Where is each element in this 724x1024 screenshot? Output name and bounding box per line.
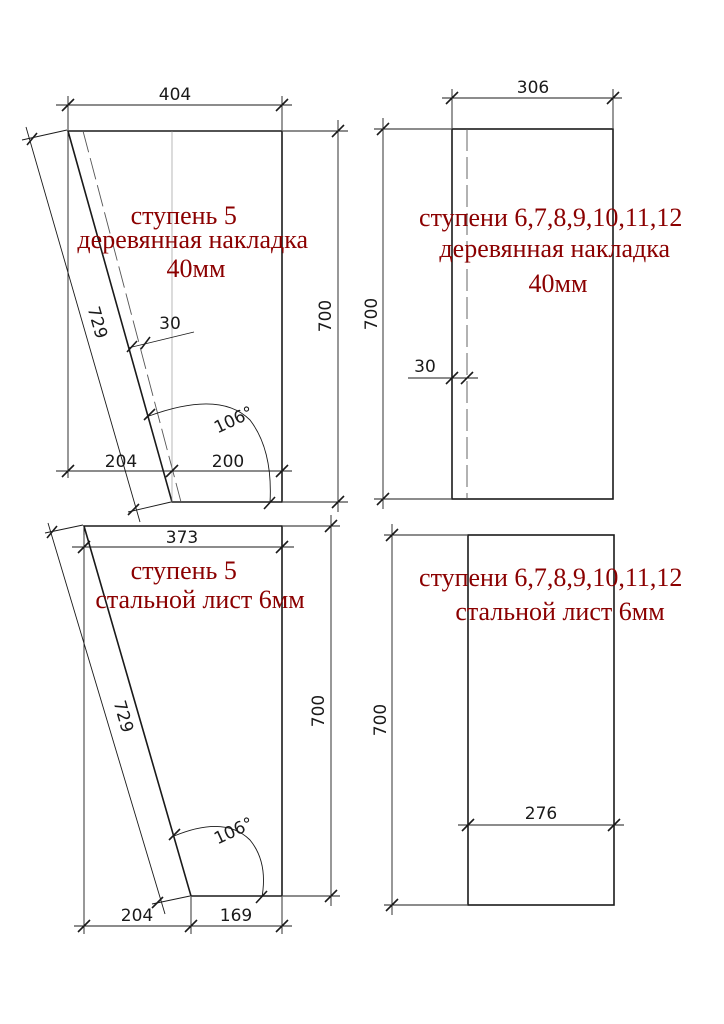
wood-steps-6-12-dim-top	[442, 78, 622, 128]
wood-step5-dim-angle-label: 106°	[211, 402, 257, 439]
wood-step5-dim-bottom-left-label: 204	[104, 452, 138, 472]
steel-step5-dim-angle-label: 106°	[211, 813, 257, 850]
panel-steel-steps-6-12	[371, 524, 689, 915]
steel-step5-dim-top-label: 373	[165, 528, 199, 548]
steel-steps-6-12-dim-width	[458, 804, 624, 831]
steel-step5-dim-bottom-right-label: 169	[219, 906, 253, 926]
wood-step5-dim-slant	[22, 127, 171, 522]
steel-steps-6-12-title-line-1: ступени 6,7,8,9,10,11,12	[419, 563, 683, 592]
steel-step5-title-line-2: стальной лист 6мм	[95, 585, 305, 614]
wood-steps-6-12-title-line-3: 40мм	[528, 269, 588, 298]
steel-step5-dim-bottom-left-label: 204	[120, 906, 154, 926]
wood-steps-6-12-dim-height	[362, 118, 451, 509]
steel-step5-dim-angle	[169, 814, 267, 903]
wood-steps-6-12-title	[419, 203, 689, 298]
steel-steps-6-12-dim-height-label: 700	[371, 703, 391, 737]
steel-step5-dim-height	[283, 515, 340, 906]
wood-step5-dim-bottom	[56, 131, 292, 478]
panel-wood-step5	[22, 85, 348, 522]
steel-steps-6-12-title	[419, 563, 689, 626]
wood-step5-dim-top-label: 404	[158, 85, 192, 105]
steel-step5-title	[95, 556, 304, 614]
wood-steps-6-12-title-line-2: деревянная накладка	[439, 234, 671, 263]
steel-step5-dim-slant-label: 729	[108, 698, 137, 735]
wood-steps-6-12-dim-offset	[408, 357, 478, 384]
wood-step5-title-line-3: 40мм	[166, 254, 226, 283]
wood-steps-6-12-dim-top-label: 306	[516, 78, 550, 98]
wood-step5-title	[77, 201, 314, 283]
wood-step5-title-line-1: ступень 5	[130, 201, 237, 230]
wood-step5-dim-offset-label: 30	[159, 314, 181, 334]
steel-steps-6-12-title-line-2: стальной лист 6мм	[455, 597, 665, 626]
steel-steps-6-12-dim-width-label: 276	[524, 804, 558, 824]
wood-step5-title-line-2: деревянная накладка	[77, 225, 309, 254]
wood-step5-dim-slant-label: 729	[82, 304, 111, 341]
wood-step5-dim-height-label: 700	[316, 299, 336, 333]
wood-steps-6-12-dim-offset-label: 30	[414, 357, 436, 377]
steel-step5-title-line-1: ступень 5	[130, 556, 237, 585]
wood-step5-dim-top	[56, 85, 292, 130]
wood-step5-dim-bottom-right-label: 200	[211, 452, 245, 472]
panel-steel-step5	[45, 515, 340, 934]
steel-step5-dim-height-label: 700	[309, 694, 329, 728]
wood-steps-6-12-outline	[452, 129, 613, 499]
wood-step5-dim-offset	[127, 314, 194, 352]
wood-step5-dim-height	[283, 120, 348, 512]
wood-steps-6-12-title-line-1: ступени 6,7,8,9,10,11,12	[419, 203, 683, 232]
wood-steps-6-12-dim-height-label: 700	[362, 297, 382, 331]
wood-step5-dim-angle	[144, 403, 275, 509]
steel-step5-dim-top	[72, 526, 294, 553]
panel-wood-steps-6-12	[362, 78, 689, 509]
